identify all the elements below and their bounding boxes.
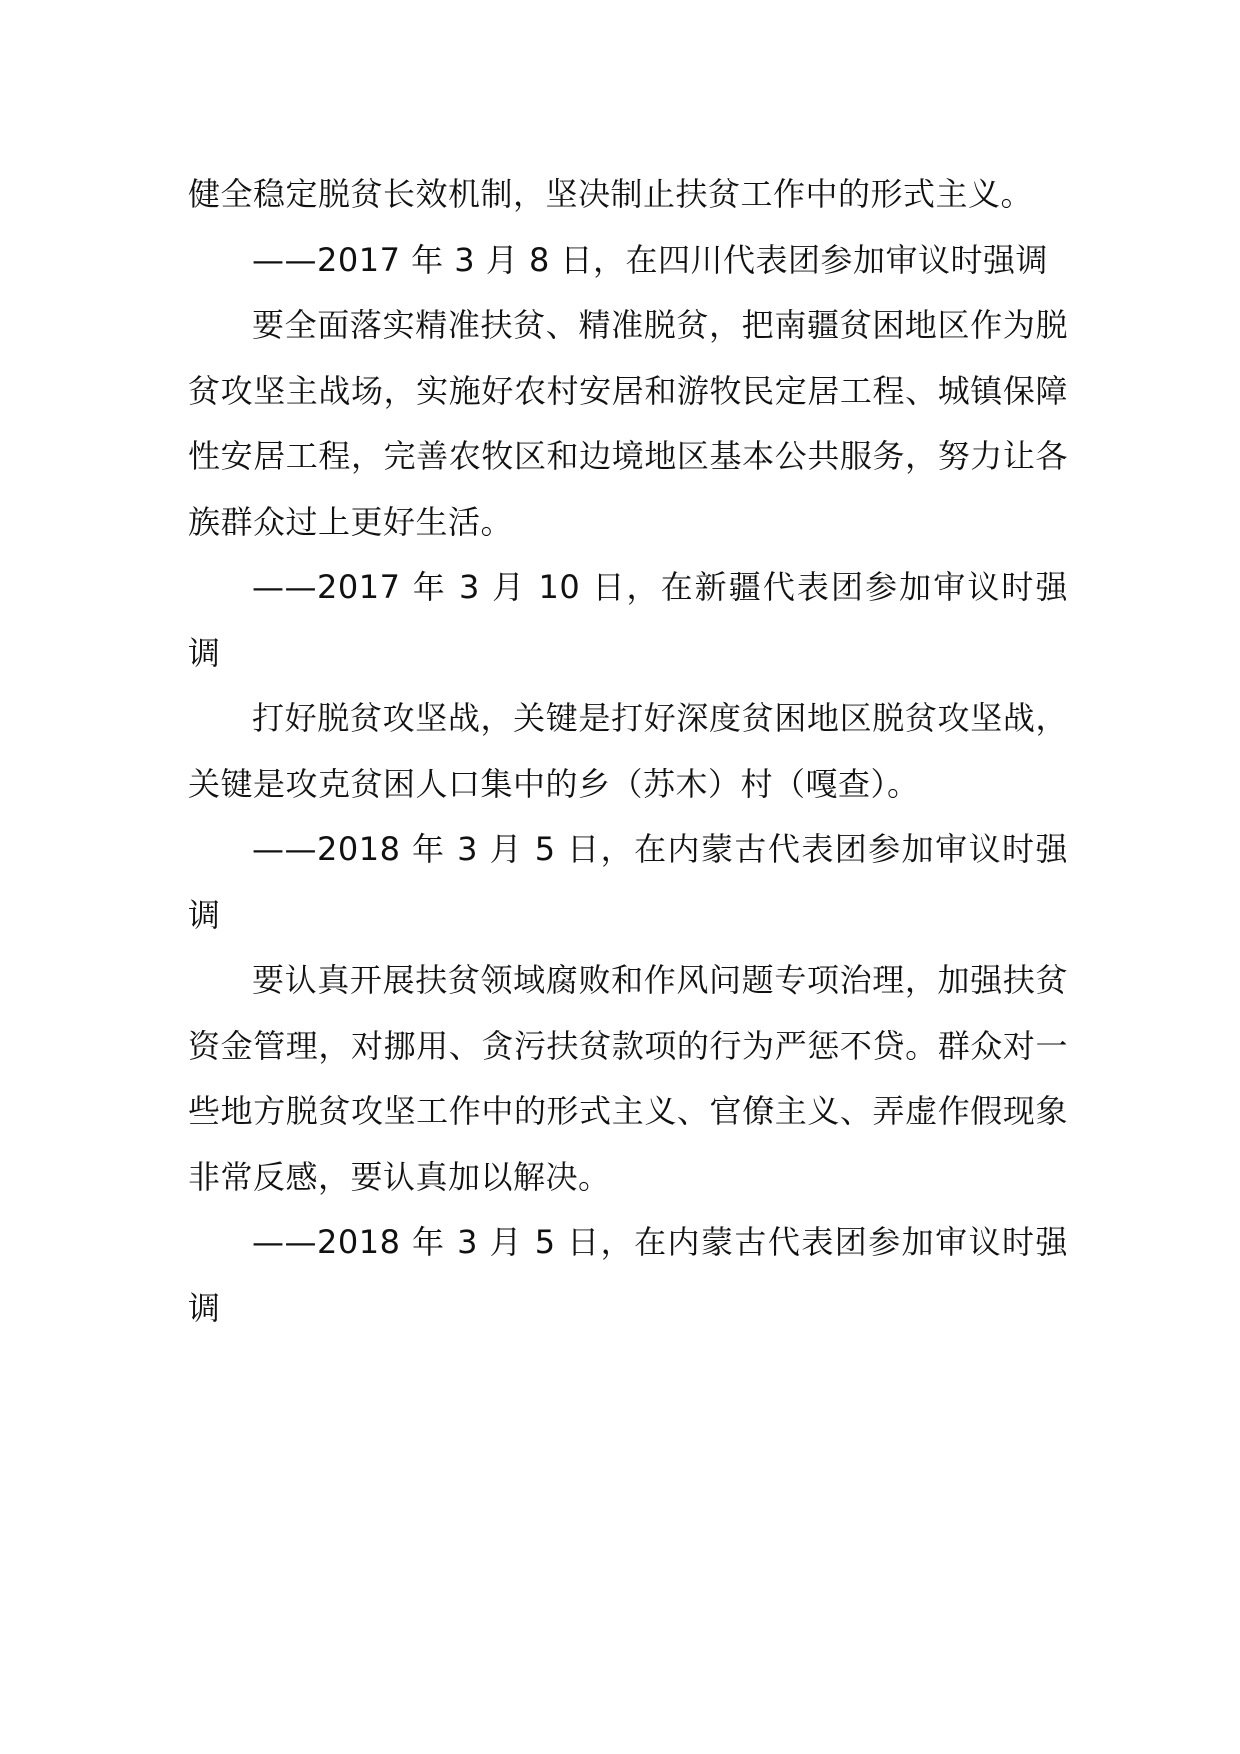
quote-paragraph: 要认真开展扶贫领域腐败和作风问题专项治理，加强扶贫资金管理，对挪用、贪污扶贫款项的行为严惩不贷。群众对一些地方脱贫攻坚工作中的形式主义、官僚主义、弄虚作假现象非常反感，要认真加以解决。 bbox=[188, 961, 1068, 1196]
quote-paragraph: 打好脱贫攻坚战，关键是打好深度贫困地区脱贫攻坚战，关键是攻克贫困人口集中的乡（苏木）村（嘎查）。 bbox=[188, 699, 1068, 803]
paragraph-continuation: 健全稳定脱贫长效机制，坚决制止扶贫工作中的形式主义。 bbox=[188, 175, 1034, 213]
attribution-line: ——2017 年 3 月 10 日，在新疆代表团参加审议时强调 bbox=[188, 568, 1068, 672]
attribution-line: ——2018 年 3 月 5 日，在内蒙古代表团参加审议时强调 bbox=[188, 830, 1068, 934]
attribution-line: ——2017 年 3 月 8 日，在四川代表团参加审议时强调 bbox=[252, 240, 1049, 279]
document-body bbox=[188, 162, 1068, 1341]
quote-paragraph: 要全面落实精准扶贫、精准脱贫，把南疆贫困地区作为脱贫攻坚主战场，实施好农村安居和游牧民定居工程、城镇保障性安居工程，完善农牧区和边境地区基本公共服务，努力让各族群众过上更好生活。 bbox=[188, 306, 1068, 541]
attribution-line: ——2018 年 3 月 5 日，在内蒙古代表团参加审议时强调 bbox=[188, 1223, 1068, 1327]
